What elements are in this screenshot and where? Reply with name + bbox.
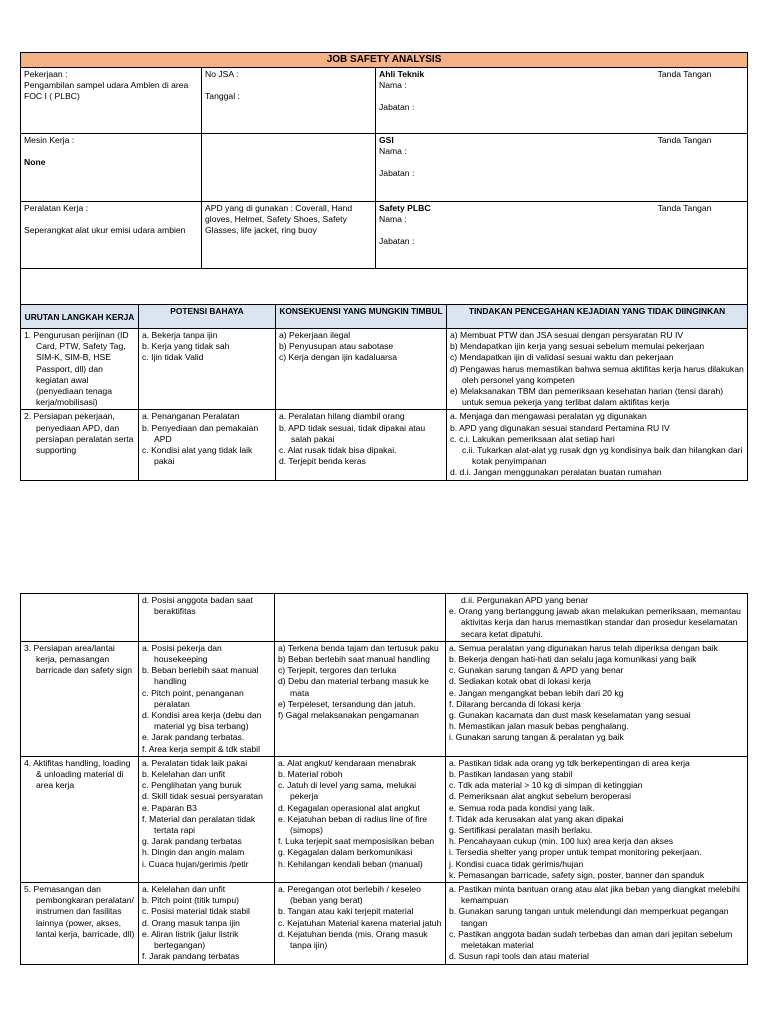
jabatan-label: Jabatan : bbox=[379, 236, 415, 247]
tindakan-item: b. Gunakan sarung tangan untuk melendungi dan memperkuat pegangan tangan bbox=[449, 906, 729, 928]
potensi-item: e. Jarak pandang terbatas. bbox=[142, 732, 245, 743]
step-cell: 3. Persiapan area/lantai kerja, pemasangan barricade dan safety sign bbox=[21, 641, 139, 756]
konsekuensi-cell bbox=[275, 883, 446, 964]
table-row bbox=[21, 329, 748, 410]
table-row bbox=[21, 641, 748, 756]
konsekuensi-item: d. Kejatuhan benda (mis. Orang masuk tanpa ijin) bbox=[278, 928, 428, 951]
konsekuensi-item: b) Penyusupan atau sabotase bbox=[279, 341, 394, 352]
konsekuensi-item: a. Peregangan otot berlebih / keseleo (beban yang berat) bbox=[278, 884, 421, 906]
tanda-tangan-label: Tanda Tangan bbox=[657, 203, 712, 213]
jabatan-label: Jabatan : bbox=[379, 102, 415, 113]
header-urutan: URUTAN LANGKAH KERJA bbox=[21, 305, 139, 329]
potensi-item: i. Cuaca hujan/gerimis /petir bbox=[142, 858, 249, 869]
tindakan-item: c) Mendapatkan ijin di validasi sesuai waktu dan pekerjaan bbox=[450, 352, 674, 363]
konsekuensi-item: c) Kerja dengan ijin kadaluarsa bbox=[279, 352, 397, 363]
mesin-value: None bbox=[24, 157, 46, 168]
tindakan-item: i. Tersedia shelter yang proper untuk tempat monitoring pekerjaan. bbox=[449, 847, 702, 858]
table-row bbox=[21, 594, 748, 642]
konsekuensi-item: d) Debu dan material terbang masuk ke mata bbox=[278, 676, 429, 698]
tindakan-item: e. Semua roda pada kondisi yang laik. bbox=[449, 802, 595, 813]
nama-label: Nama : bbox=[379, 214, 407, 225]
peralatan-value: Seperangkat alat ukur emisi udara ambien bbox=[24, 225, 186, 236]
step-cell: 2. Persiapan pekerjaan, penyediaan APD, dan persiapan peralatan serta supporting bbox=[21, 410, 139, 480]
header-tindakan: TINDAKAN PENCEGAHAN KEJADIAN YANG TIDAK DIINGINKAN bbox=[447, 305, 748, 329]
apd-cell: APD yang di gunakan : Coverall, Hand gloves, Helmet, Safety Shoes, Safety Glasses, life jacket, ring buoy bbox=[202, 202, 376, 269]
konsekuensi-item: d. Terjepit benda keras bbox=[279, 456, 366, 467]
konsekuensi-item: f. Luka terjepit saat memposisikan beban bbox=[278, 836, 435, 847]
tindakan-item: e. Jangan mengangkat beban lebih dari 20 kg bbox=[449, 687, 624, 698]
tindakan-cell bbox=[446, 883, 748, 964]
tindakan-item: d. Pemeriksaan alat angkut sebelum beroperasi bbox=[449, 791, 632, 802]
konsekuensi-item: a. Alat angkut/ kendaraan menabrak bbox=[278, 757, 417, 768]
konsekuensi-item: e. Kejatuhan beban di radius line of fire (simops) bbox=[278, 813, 428, 836]
tindakan-item: h. Pencahayaan cukup (min. 100 lux) area kerja dan akses bbox=[449, 836, 674, 847]
tanda-tangan-label: Tanda Tangan bbox=[657, 69, 712, 79]
potensi-item: b. Kerja yang tidak sah bbox=[142, 341, 230, 352]
konsekuensi-item: h. Kehilangan kendali beban (manual) bbox=[278, 858, 423, 869]
tindakan-item: e. Orang yang bertanggung jawab akan melakukan pemeriksaan, memantau aktivitas kerja dan harus memastikan standar dan prosedur keselamatan secara ketat dipatuhi. bbox=[449, 606, 741, 639]
potensi-item: a. Kelelahan dan unfit bbox=[142, 884, 226, 895]
jsa-table-page1 bbox=[20, 52, 748, 481]
tindakan-item: d) Pengawas harus memastikan bahwa semua aktifitas kerja harus dilakukan oleh personel yang kompeten bbox=[450, 363, 744, 385]
potensi-item: f. Jarak pandang terbatas bbox=[142, 951, 240, 962]
tindakan-item: f. Tidak ada kerusakan alat yang akan dipakai bbox=[449, 813, 624, 824]
ahli-teknik-cell bbox=[376, 68, 748, 134]
potensi-item: b. Kelelahan dan unfit bbox=[142, 769, 226, 780]
peralatan-label: Peralatan Kerja : bbox=[24, 203, 89, 213]
ahli-teknik-label: Ahli Teknik bbox=[379, 69, 425, 79]
konsekuensi-item: a) Pekerjaan ilegal bbox=[279, 330, 351, 340]
table-row bbox=[21, 756, 748, 882]
tindakan-item: d. d.i. Jangan menggunakan peralatan buatan rumahan bbox=[450, 467, 662, 478]
potensi-item: f. Material dan peralatan tidak tertata rapi bbox=[142, 813, 256, 836]
tindakan-cell bbox=[446, 641, 748, 756]
konsekuensi-cell bbox=[276, 329, 447, 410]
tindakan-cell bbox=[446, 756, 748, 882]
tindakan-item: f. Dilarang bercanda di lokasi kerja bbox=[449, 698, 581, 709]
tindakan-item: i. Gunakan sarung tangan & peralatan yg baik bbox=[449, 732, 624, 743]
konsekuensi-item: c. Kejatuhan Material karena material jatuh bbox=[278, 917, 442, 928]
header-potensi: POTENSI BAHAYA bbox=[139, 305, 276, 329]
tindakan-item: g. Gunakan kacamata dan dust mask keselamatan yang sesuai bbox=[449, 710, 691, 721]
potensi-item: e. Paparan B3 bbox=[142, 802, 197, 813]
blank-row bbox=[21, 269, 748, 305]
potensi-item: e. Aliran listrik (jalur listrik bertegangan) bbox=[142, 928, 239, 951]
potensi-item: c. Posisi material tidak stabil bbox=[142, 906, 250, 917]
pekerjaan-cell bbox=[21, 68, 202, 134]
tindakan-item: b. APD yang digunakan sesuai standard Pertamina RU IV bbox=[450, 422, 670, 433]
potensi-item: c. Ijin tidak Valid bbox=[142, 352, 204, 363]
potensi-item: c. Kondisi alat yang tidak laik pakai bbox=[142, 445, 253, 467]
konsekuensi-item: c. Jatuh di level yang sama, melukai pekerja bbox=[278, 780, 417, 802]
tindakan-item: a) Membuat PTW dan JSA sesuai dengan persyaratan RU IV bbox=[450, 330, 684, 340]
potensi-cell bbox=[139, 756, 275, 882]
tindakan-item: a. Pastikan minta bantuan orang atau alat jika beban yang diangkat melebihi kemampuan bbox=[449, 884, 740, 906]
jabatan-label: Jabatan : bbox=[379, 168, 415, 179]
tindakan-cell bbox=[447, 329, 748, 410]
konsekuensi-item: b. APD tidak sesuai, tidak dipakai atau salah pakai bbox=[279, 422, 426, 444]
konsekuensi-item: f) Gagal melaksanakan pengamanan bbox=[278, 710, 419, 721]
potensi-item: a. Posisi pekerja dan housekeeping bbox=[142, 642, 222, 665]
konsekuensi-cell bbox=[275, 641, 446, 756]
potensi-item: a. Peralatan tidak laik pakai bbox=[142, 757, 248, 768]
tindakan-item: h. Memastikan jalan masuk bebas penghalang. bbox=[449, 721, 629, 732]
tindakan-item: c. Pastikan anggota badan sudah terbebas dan aman dari jepitan sebelum meletakan material bbox=[449, 928, 733, 951]
konsekuensi-item: d. Kegagalan operasional alat angkut bbox=[278, 802, 420, 813]
tindakan-item: b. Pastikan landasan yang stabil bbox=[449, 769, 573, 780]
konsekuensi-item: g. Kegagalan dalam berkomunikasi bbox=[278, 847, 413, 858]
konsekuensi-cell bbox=[276, 410, 447, 480]
step-cell: 4. Aktifitas handling, loading & unloading material di area kerja bbox=[21, 756, 139, 882]
nojsa-cell bbox=[202, 68, 376, 134]
tanggal-label: Tanggal : bbox=[205, 91, 240, 102]
tindakan-item: d. Sediakan kotak obat di lokasi kerja bbox=[449, 676, 591, 687]
tindakan-item: c.ii. Tukarkan alat-alat yg rusak dgn yg kondisinya baik dan hilangkan dari kotak penyimpanan bbox=[462, 445, 743, 467]
peralatan-cell bbox=[21, 202, 202, 269]
potensi-item: d. Orang masuk tanpa ijin bbox=[142, 917, 240, 928]
potensi-cell bbox=[139, 594, 275, 642]
potensi-cell bbox=[139, 641, 275, 756]
potensi-cell bbox=[139, 329, 276, 410]
pekerjaan-value: Pengambilan sampel udara Ambien di area FOC I ( PLBC) bbox=[24, 80, 189, 102]
potensi-item: c. Penglihatan yang buruk bbox=[142, 780, 242, 791]
potensi-item: c. Pitch point, penanganan peralatan bbox=[142, 687, 244, 709]
potensi-item: a. Bekerja tanpa ijin bbox=[142, 330, 218, 340]
gsi-label: GSI bbox=[379, 135, 394, 145]
konsekuensi-item: b. Tangan atau kaki terjepit material bbox=[278, 906, 414, 917]
gsi-cell bbox=[376, 134, 748, 202]
tindakan-item: k. Pemasangan barricade, safety sign, poster, banner dan spanduk bbox=[449, 869, 705, 880]
step-cell bbox=[21, 594, 139, 642]
step-cell: 5. Pemasangan dan pembongkaran peralatan/ instrumen dan fasilitas lainnya (power, akses, lantai kerja, barricade, dll) bbox=[21, 883, 139, 964]
tindakan-item: b. Bekerja dengan hati-hati dan selalu jaga komunikasi yang baik bbox=[449, 654, 697, 665]
potensi-item: d. Posisi anggota badan saat beraktifitas bbox=[142, 595, 253, 617]
tindakan-item: b) Mendapatkan ijin kerja yang sesuai sebelum memulai pekerjaan bbox=[450, 341, 705, 352]
konsekuensi-item: b) Beban berlebih saat manual handling bbox=[278, 654, 430, 665]
table-row bbox=[21, 410, 748, 480]
tindakan-cell bbox=[447, 410, 748, 480]
potensi-item: b. Beban berlebih saat manual handling bbox=[142, 665, 259, 687]
konsekuensi-cell bbox=[275, 594, 446, 642]
potensi-item: b. Pitch point (titik tumpu) bbox=[142, 895, 239, 906]
tindakan-item: e) Melaksanakan TBM dan pemeriksaan kesehatan harian (tensi darah) untuk semua pekerja yang terlibat dalam aktifitas kerja bbox=[450, 386, 724, 408]
tindakan-item: a. Semua peralatan yang digunakan harus telah diperiksa dengan baik bbox=[449, 642, 718, 653]
nama-label: Nama : bbox=[379, 80, 407, 91]
tindakan-item: c. Gunakan sarung tangan & APD yang benar bbox=[449, 665, 624, 676]
potensi-item: a. Penanganan Peralatan bbox=[142, 411, 240, 422]
tindakan-item: a. Menjaga dan mengawasi peralatan yg digunakan bbox=[450, 411, 647, 422]
mesin-label: Mesin Kerja : bbox=[24, 135, 75, 145]
konsekuensi-cell bbox=[275, 756, 446, 882]
tindakan-item: a. Pastikan tidak ada orang yg tdk berkepentingan di area kerja bbox=[449, 757, 690, 768]
konsekuensi-item: c) Terjepit, tergores dan terluka bbox=[278, 665, 397, 676]
tindakan-item: g. Sertifikasi peralatan masih berlaku. bbox=[449, 825, 593, 836]
tindakan-item: c. Tdk ada material > 10 kg di simpan di ketinggian bbox=[449, 780, 643, 791]
safety-plbc-label: Safety PLBC bbox=[379, 203, 431, 213]
jsa-table-page2 bbox=[20, 593, 748, 965]
tindakan-item: j. Kondisi cuaca tidak gerimis/hujan bbox=[449, 858, 584, 869]
safety-plbc-cell bbox=[376, 202, 748, 269]
tindakan-item: d.ii. Pergunakan APD yang benar bbox=[461, 595, 589, 605]
tindakan-cell bbox=[446, 594, 748, 642]
tindakan-item: d. Susun rapi tools dan atau material bbox=[449, 951, 589, 962]
potensi-item: h. Dingin dan angin malam bbox=[142, 847, 245, 858]
table-row bbox=[21, 883, 748, 964]
document-title: JOB SAFETY ANALYSIS bbox=[21, 53, 748, 68]
pekerjaan-label: Pekerjaan : bbox=[24, 69, 68, 79]
potensi-item: b. Penyediaan dan pemakaian APD bbox=[142, 422, 259, 444]
potensi-item: d. Kondisi area kerja (debu dan material yg bisa terbang) bbox=[142, 710, 262, 732]
nama-label: Nama : bbox=[379, 146, 407, 157]
potensi-item: g. Jarak pandang terbatas bbox=[142, 836, 242, 847]
potensi-item: f. Area kerja sempit & tdk stabil bbox=[142, 743, 260, 754]
empty-cell bbox=[202, 134, 376, 202]
mesin-cell bbox=[21, 134, 202, 202]
nojsa-label: No JSA : bbox=[205, 69, 239, 79]
konsekuensi-item: b. Material roboh bbox=[278, 769, 343, 780]
konsekuensi-item: e) Terpeleset, tersandung dan jatuh. bbox=[278, 698, 416, 709]
tindakan-item: c. c.i. Lakukan pemeriksaan alat setiap hari bbox=[450, 433, 615, 444]
tanda-tangan-label: Tanda Tangan bbox=[657, 135, 712, 145]
potensi-cell bbox=[139, 883, 275, 964]
potensi-item: d. Skill tidak sesuai persyaratan bbox=[142, 791, 263, 802]
header-konsekuensi: KONSEKUENSI YANG MUNGKIN TIMBUL bbox=[276, 305, 447, 329]
potensi-cell bbox=[139, 410, 276, 480]
konsekuensi-item: c. Alat rusak tidak bisa dipakai. bbox=[279, 445, 397, 456]
step-cell: 1. Pengurusan perijinan (ID Card, PTW, Safety Tag, SIM-K, SIM-B, HSE Passport, dll) dan kegiatan awal (penyediaan tenaga kerja/mobilisasi) bbox=[21, 329, 139, 410]
konsekuensi-item: a) Terkena benda tajam dan tertusuk paku bbox=[278, 642, 439, 653]
konsekuensi-item: a. Peralatan hilang diambil orang bbox=[279, 411, 405, 422]
